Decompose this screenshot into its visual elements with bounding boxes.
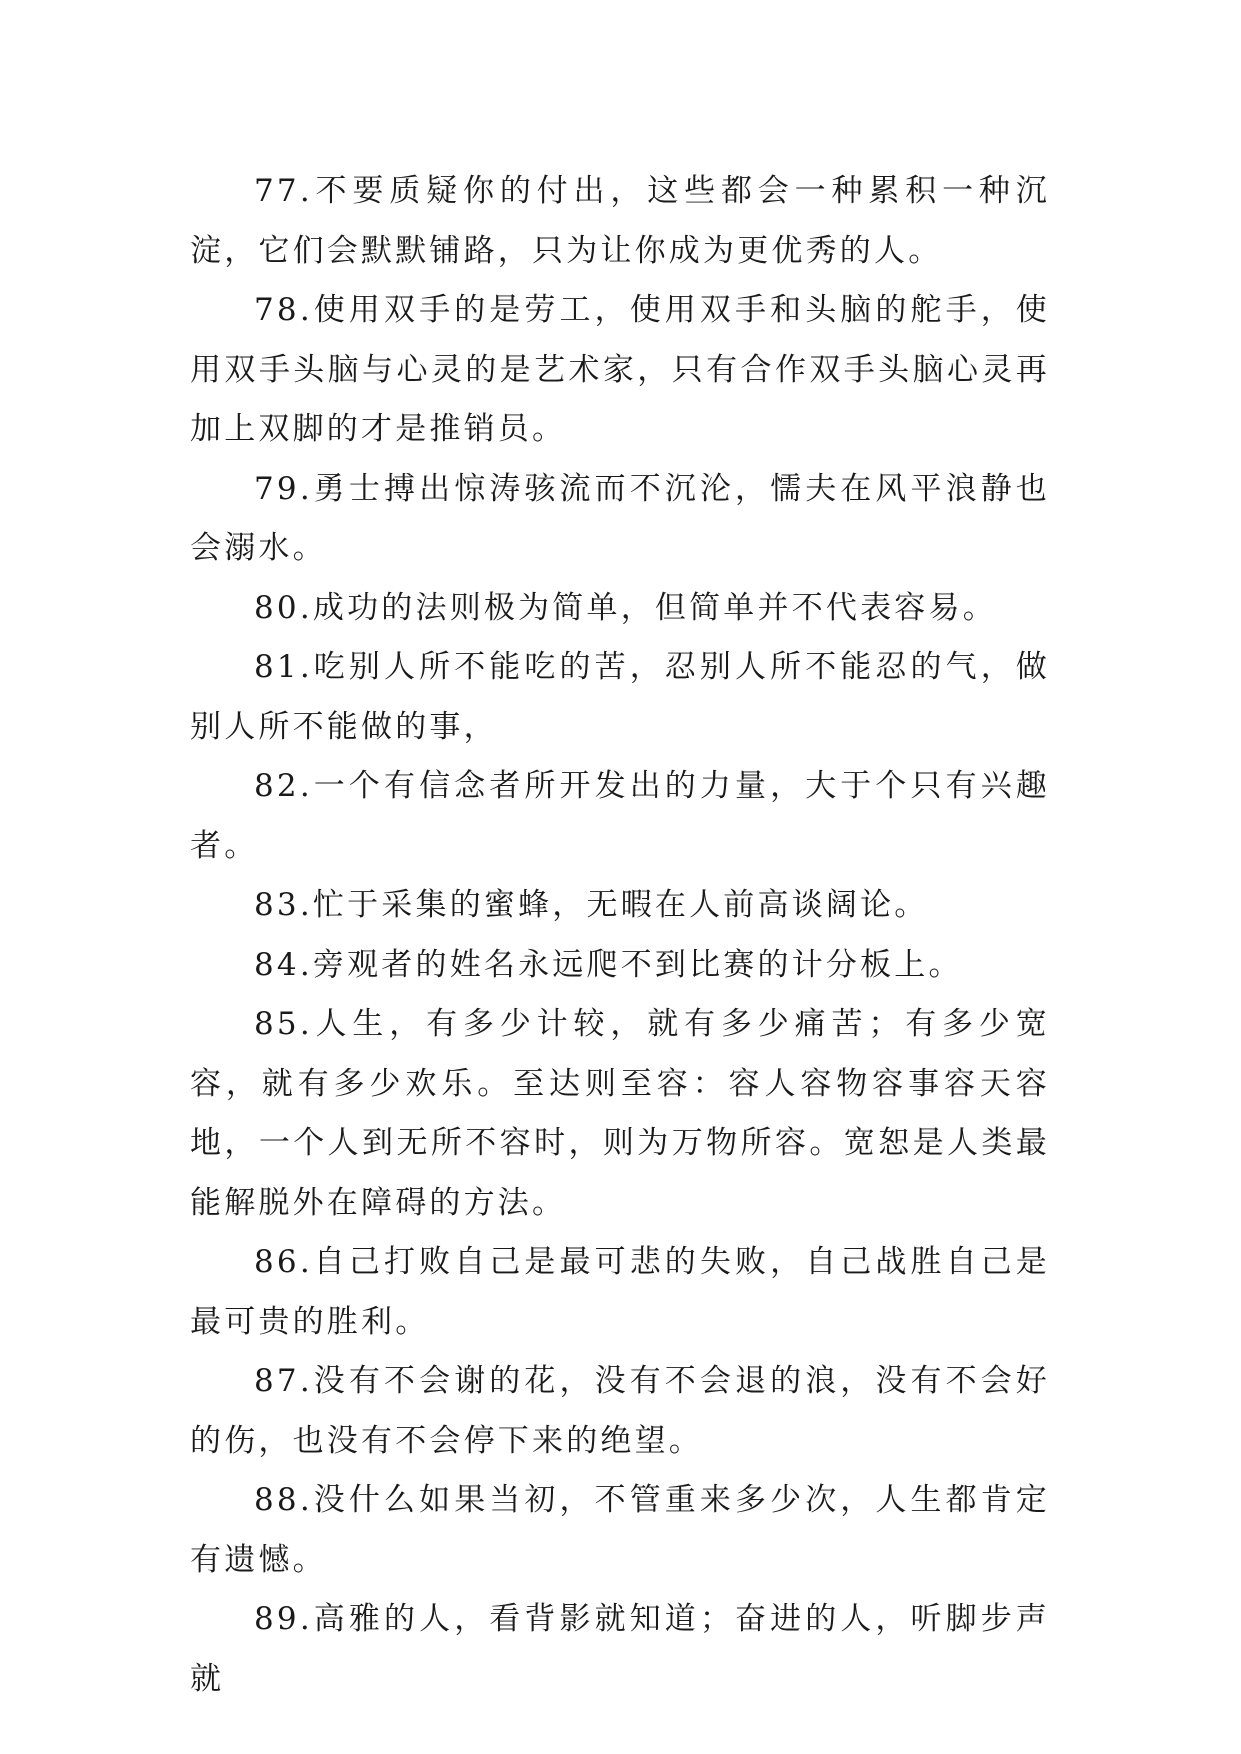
paragraph-86: 86.自己打败自己是最可悲的失败，自己战胜自己是最可贵的胜利。 <box>190 1244 1050 1340</box>
paragraph-81: 81.吃别人所不能吃的苦，忍别人所不能忍的气，做别人所不能做的事， <box>190 649 1050 745</box>
paragraph-85: 85.人生，有多少计较，就有多少痛苦；有多少宽容，就有多少欢乐。至达则至容：容人容物容事容天容地，一个人到无所不容时，则为万物所容。宽恕是人类最能解脱外在障碍的方法。 <box>190 1006 1050 1221</box>
paragraph-82: 82.一个有信念者所开发出的力量，大于个只有兴趣者。 <box>190 768 1050 864</box>
paragraph-79: 79.勇士搏出惊涛骇流而不沉沦，懦夫在风平浪静也会溺水。 <box>190 470 1050 566</box>
document-body <box>190 162 1050 1709</box>
paragraph-87: 87.没有不会谢的花，没有不会退的浪，没有不会好的伤，也没有不会停下来的绝望。 <box>190 1363 1050 1459</box>
paragraph-84: 84.旁观者的姓名永远爬不到比赛的计分板上。 <box>254 946 963 983</box>
paragraph-83: 83.忙于采集的蜜蜂，无暇在人前高谈阔论。 <box>254 887 929 923</box>
paragraph-78: 78.使用双手的是劳工，使用双手和头脑的舵手，使用双手头脑与心灵的是艺术家，只有合作双手头脑心灵再加上双脚的才是推销员。 <box>190 292 1050 447</box>
paragraph-80: 80.成功的法则极为简单，但简单并不代表容易。 <box>254 589 997 626</box>
paragraph-89: 89.高雅的人，看背影就知道；奋进的人，听脚步声就 <box>190 1601 1050 1697</box>
paragraph-88: 88.没什么如果当初，不管重来多少次，人生都肯定有遗憾。 <box>190 1482 1050 1578</box>
paragraph-77: 77.不要质疑你的付出，这些都会一种累积一种沉淀，它们会默默铺路，只为让你成为更优秀的人。 <box>190 173 1050 269</box>
